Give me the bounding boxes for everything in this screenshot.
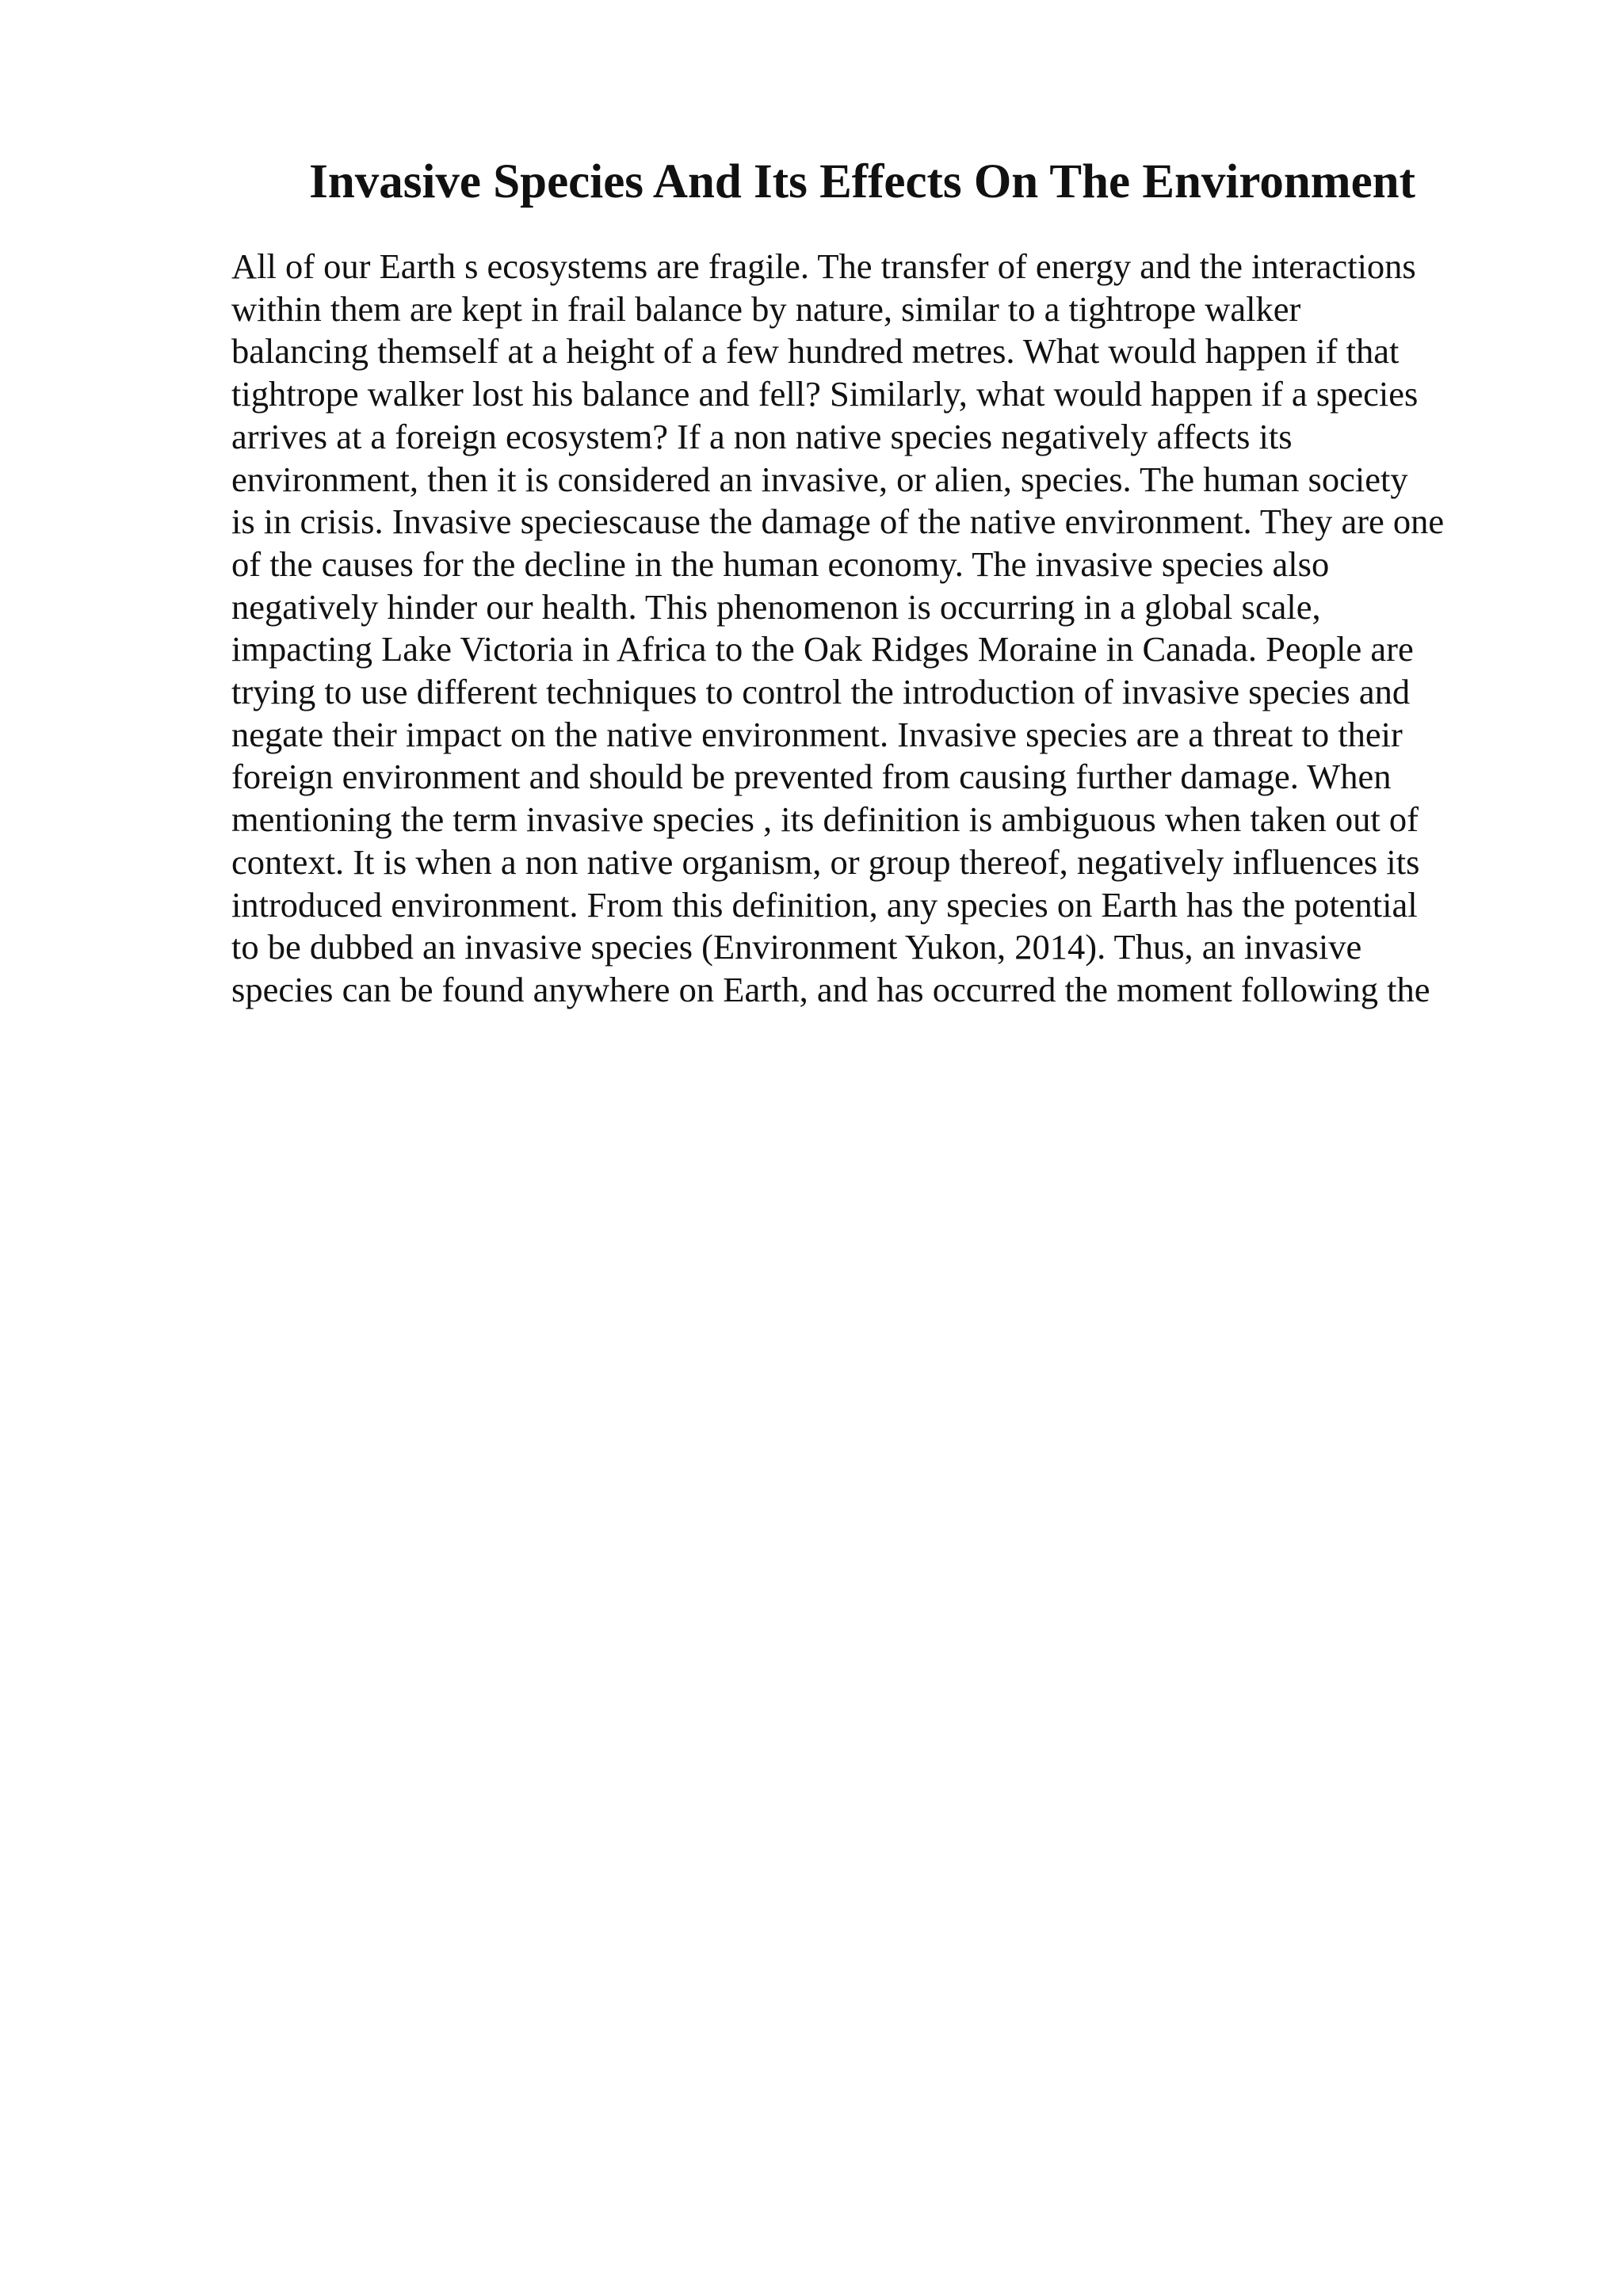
text-line: foreign environment and should be prevented from causing further damage. When (231, 757, 1392, 797)
text-line: introduced environment. From this definition, any species on Earth has the potential (231, 884, 1418, 925)
text-line: trying to use different techniques to control the introduction of invasive species and (231, 672, 1411, 712)
text-line: context. It is when a non native organism, or group thereof, negatively influences its (231, 841, 1420, 882)
text-line: mentioning the term invasive species , its definition is ambiguous when taken out of (231, 799, 1419, 840)
text-line: is in crisis. Invasive speciescause the damage of the native environment. They are one (231, 502, 1445, 542)
text-line: impacting Lake Victoria in Africa to the Oak Ridges Moraine in Canada. People are (231, 629, 1414, 669)
text-line: balancing themself at a height of a few hundred metres. What would happen if that (231, 331, 1400, 372)
document-title: Invasive Species And Its Effects On The Environment (309, 155, 1415, 208)
text-line: of the causes for the decline in the human economy. The invasive species also (231, 543, 1330, 584)
text-line: tightrope walker lost his balance and fell? Similarly, what would happen if a species (231, 374, 1419, 414)
text-line: to be dubbed an invasive species (Environment Yukon, 2014). Thus, an invasive (231, 927, 1362, 967)
text-line: All of our Earth s ecosystems are fragile. The transfer of energy and the interactions (231, 246, 1416, 286)
text-line: species can be found anywhere on Earth, and has occurred the moment following the (231, 969, 1430, 1009)
text-line: negate their impact on the native environment. Invasive species are a threat to their (231, 714, 1403, 754)
text-line: environment, then it is considered an invasive, or alien, species. The human society (231, 459, 1408, 499)
text-line: negatively hinder our health. This phenomenon is occurring in a global scale, (231, 586, 1321, 627)
text-line: within them are kept in frail balance by nature, similar to a tightrope walker (231, 288, 1301, 329)
body-paragraph (231, 246, 1594, 1012)
text-line: arrives at a foreign ecosystem? If a non native species negatively affects its (231, 416, 1293, 456)
